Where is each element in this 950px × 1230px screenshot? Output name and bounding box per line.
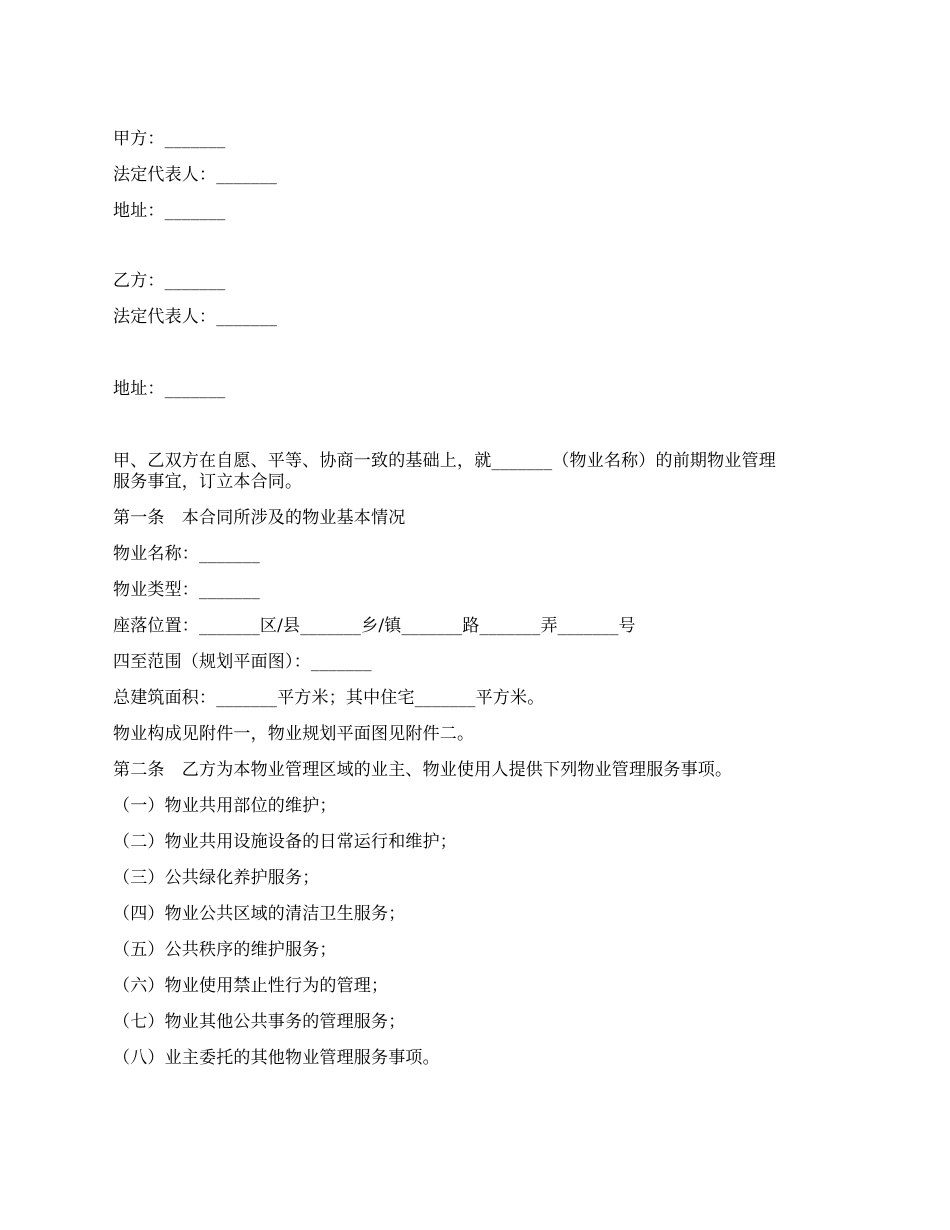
party-a-representative: 法定代表人：_______ xyxy=(113,165,278,185)
service-item: （一）物业共用部位的维护； xyxy=(113,796,337,816)
service-item: （五）公共秩序的维护服务； xyxy=(113,940,337,960)
service-item: （二）物业共用设施设备的日常运行和维护； xyxy=(113,832,457,852)
preamble-line-1: 甲、乙双方在自愿、平等、协商一致的基础上，就_______（物业名称）的前期物业管理 xyxy=(113,451,776,471)
property-location: 座落位置：_______区/县_______乡/镇_______路_______弄_______号 xyxy=(113,616,636,636)
article-1-title: 第一条 本合同所涉及的物业基本情况 xyxy=(113,508,406,528)
property-type: 物业类型：_______ xyxy=(113,580,260,600)
article-2-title: 第二条 乙方为本物业管理区域的业主、物业使用人提供下列物业管理服务事项。 xyxy=(113,760,733,780)
service-item: （六）物业使用禁止性行为的管理； xyxy=(113,976,389,996)
party-b-representative: 法定代表人：_______ xyxy=(113,307,278,327)
property-boundaries: 四至范围（规划平面图）：_______ xyxy=(113,652,372,672)
service-item: （三）公共绿化养护服务； xyxy=(113,868,320,888)
party-b-address: 地址：_______ xyxy=(113,379,226,399)
party-a-address: 地址：_______ xyxy=(113,201,226,221)
property-area: 总建筑面积：_______平方米；其中住宅_______平方米。 xyxy=(113,688,545,708)
property-name: 物业名称：_______ xyxy=(113,544,260,564)
property-composition: 物业构成见附件一，物业规划平面图见附件二。 xyxy=(113,724,475,744)
party-b-name: 乙方：_______ xyxy=(113,271,226,291)
service-item: （八）业主委托的其他物业管理服务事项。 xyxy=(113,1048,440,1068)
service-item: （七）物业其他公共事务的管理服务； xyxy=(113,1012,406,1032)
party-a-name: 甲方：_______ xyxy=(113,129,226,149)
service-item: （四）物业公共区域的清洁卫生服务； xyxy=(113,904,406,924)
preamble-line-2: 服务事宜，订立本合同。 xyxy=(113,472,303,492)
